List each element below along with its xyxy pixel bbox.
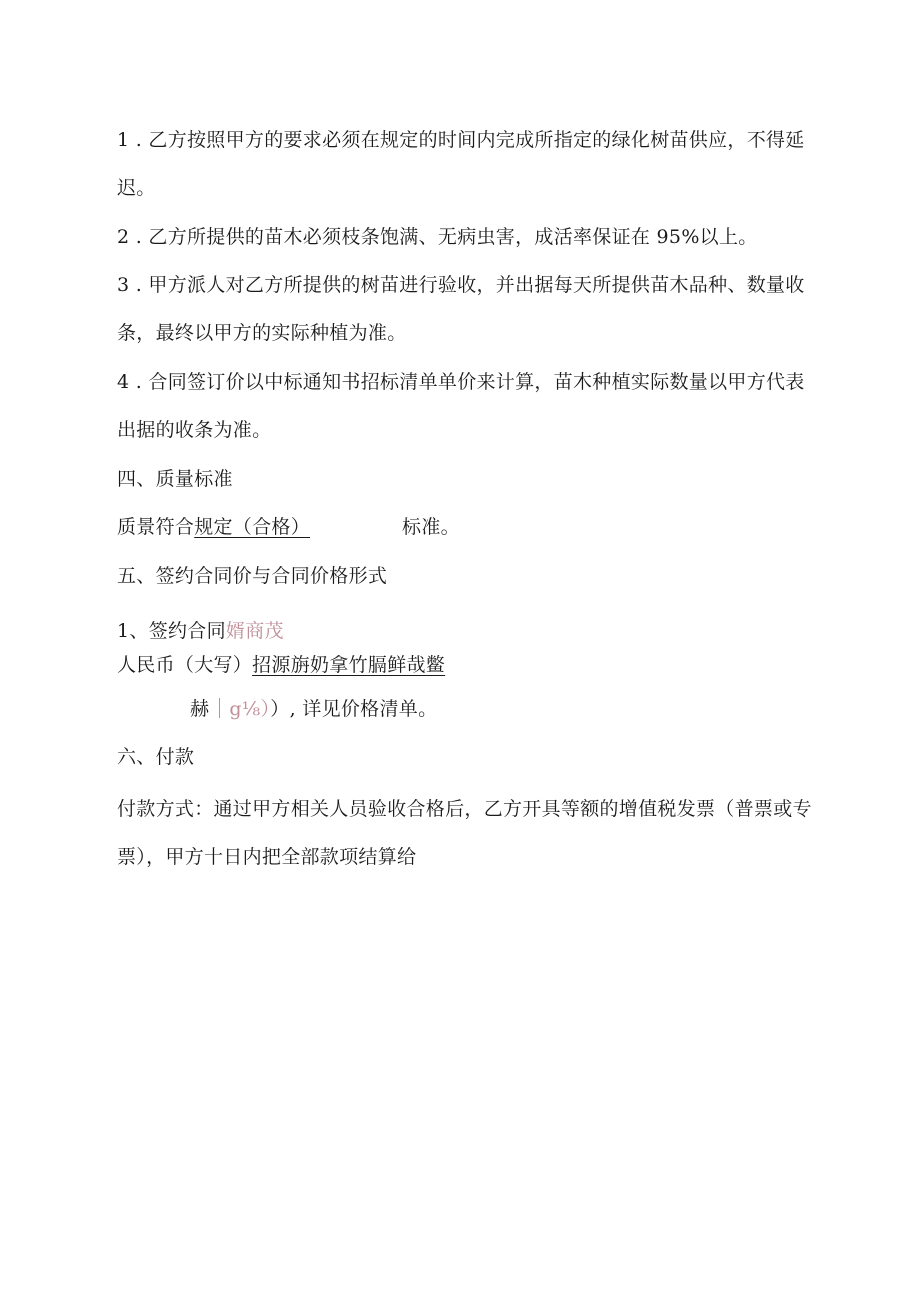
vertical-bar-mark <box>219 698 220 718</box>
clause-3-line-1: 3 . 甲方派人对乙方所提供的树苗进行验收，并出据每天所提供苗木品种、数量收 <box>117 274 805 296</box>
amount-suffix: ）, 详见价格清单。 <box>270 698 438 720</box>
payment-line-1: 付款方式：通过甲方相关人员验收合格后，乙方开具等额的增值税发票（普票或专 <box>117 798 812 820</box>
quality-standard-line <box>117 515 460 539</box>
payment-line-2: 票），甲方十日内把全部款项结算给 <box>117 846 417 868</box>
clause-2: 2 . 乙方所提供的苗木必须枝条饱满、无病虫害，成活率保证在 95%以上。 <box>117 226 758 248</box>
clause-3-line-2: 条，最终以甲方的实际种植为准。 <box>117 322 407 344</box>
clause-4-line-2: 出据的收条为准。 <box>117 419 272 441</box>
contract-price-prefix: 1、签约合同 <box>117 620 226 642</box>
section-heading-contract-price: 五、签约合同价与合同价格形式 <box>117 565 388 587</box>
contract-price-garbled: 婿商茂 <box>225 620 284 642</box>
section-heading-payment: 六、付款 <box>117 746 195 768</box>
section-heading-quality: 四、质量标准 <box>117 468 233 490</box>
contract-price-item <box>117 619 284 643</box>
amount-garbled: g⅛） <box>229 698 271 720</box>
quality-suffix: 标准。 <box>402 516 460 538</box>
clause-4-line-1: 4 . 合同签订价以中标通知书招标清单单价来计算，苗木种植实际数量以甲方代表 <box>117 371 805 393</box>
quality-prefix: 质景符合 <box>117 516 195 538</box>
rmb-amount-line <box>117 653 445 677</box>
clause-1-line-1: 1 . 乙方按照甲方的要求必须在规定的时间内完成所指定的绿化树苗供应，不得延 <box>117 129 805 151</box>
quality-underlined-value: 规定（合格） <box>194 516 311 538</box>
amount-line <box>190 697 437 721</box>
rmb-garbled-value: 招源旃奶拿竹膈鲜哉鳖 <box>252 654 446 676</box>
rmb-prefix: 人民币（大写） <box>117 654 253 676</box>
clause-1-line-2: 迟。 <box>117 177 156 199</box>
amount-char: 赫 <box>190 698 210 720</box>
